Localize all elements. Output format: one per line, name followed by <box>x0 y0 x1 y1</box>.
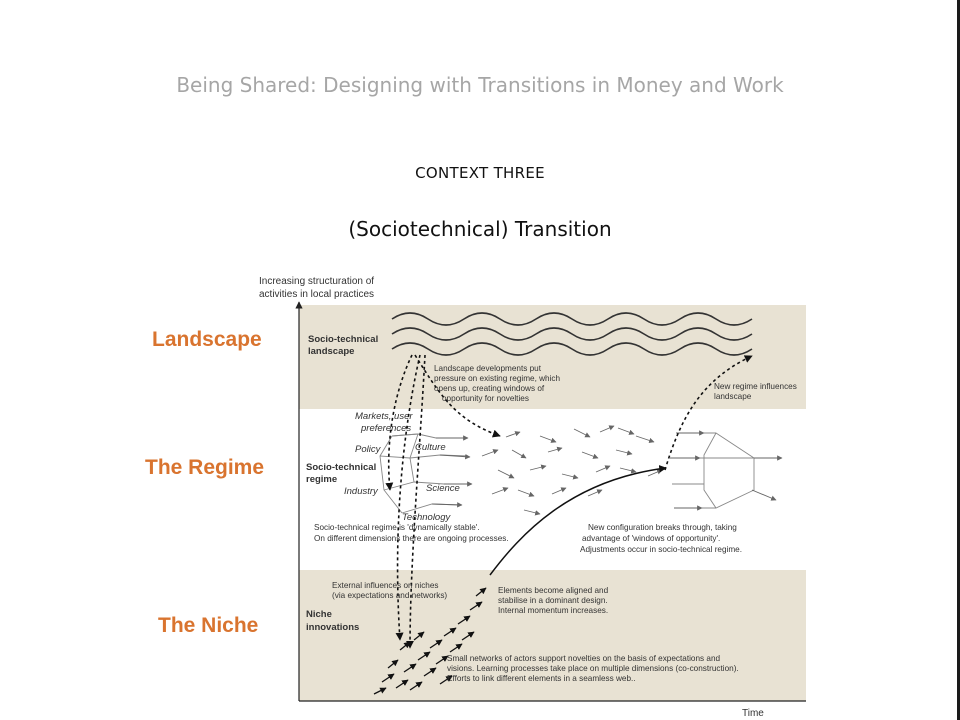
landscape-band-label-line1: Socio-technical <box>308 334 379 345</box>
diagram-title: (Sociotechnical) Transition <box>348 217 612 241</box>
landscape-band-label-line2: landscape <box>308 346 355 357</box>
new-regime-note: New regime influences landscape <box>714 382 797 401</box>
elements-aligned-note: Elements become aligned and stabilise in a dominant design. Internal momentum increases. <box>498 586 609 615</box>
level-label-regime: The Regime <box>145 456 265 479</box>
context-label: CONTEXT THREE <box>415 164 545 182</box>
regime-band-label-line1: Socio-technical <box>306 462 377 473</box>
niche-band-label-line2: innovations <box>306 622 360 633</box>
y-axis-label-line1: Increasing structuration of <box>259 276 375 287</box>
level-label-landscape: Landscape <box>152 328 262 351</box>
small-networks-note: Small networks of actors support novelties on the basis of expectations and visions. Learning processes take place on multiple dimensions (co-construction). Efforts to link different elements in a seamless web.. <box>447 654 739 683</box>
breakthrough-note: New configuration breaks through, taking advantage of 'windows of opportunity'. Adjustments occur in socio-technical regime. <box>580 523 742 554</box>
dimension-markets-line2: preferences <box>361 423 412 434</box>
level-label-niche: The Niche <box>158 614 259 637</box>
landscape-pressure-note: Landscape developments put pressure on existing regime, which opens up, creating windows of opportunity for novelties <box>434 364 561 403</box>
regime-band-label-line2: regime <box>306 474 338 485</box>
dimension-culture: Culture <box>415 442 446 453</box>
niche-band-label-line1: Niche <box>306 609 332 620</box>
presentation-title: Being Shared: Designing with Transitions in Money and Work <box>176 73 784 97</box>
external-influences-note: External influences on niches (via expectations and networks) <box>332 581 448 600</box>
dimension-industry: Industry <box>344 486 378 497</box>
regime-stable-note: Socio-technical regime is 'dynamically stable'. On different dimensions there are ongoing processes. <box>314 523 509 543</box>
y-axis-label-line2: activities in local practices <box>259 289 375 300</box>
x-axis-label: Time <box>742 708 764 719</box>
dimension-technology: Technology <box>402 512 451 523</box>
dimension-science: Science <box>426 483 460 494</box>
dimension-markets-line1: Markets, user <box>355 411 413 422</box>
dimension-policy: Policy <box>355 444 381 455</box>
